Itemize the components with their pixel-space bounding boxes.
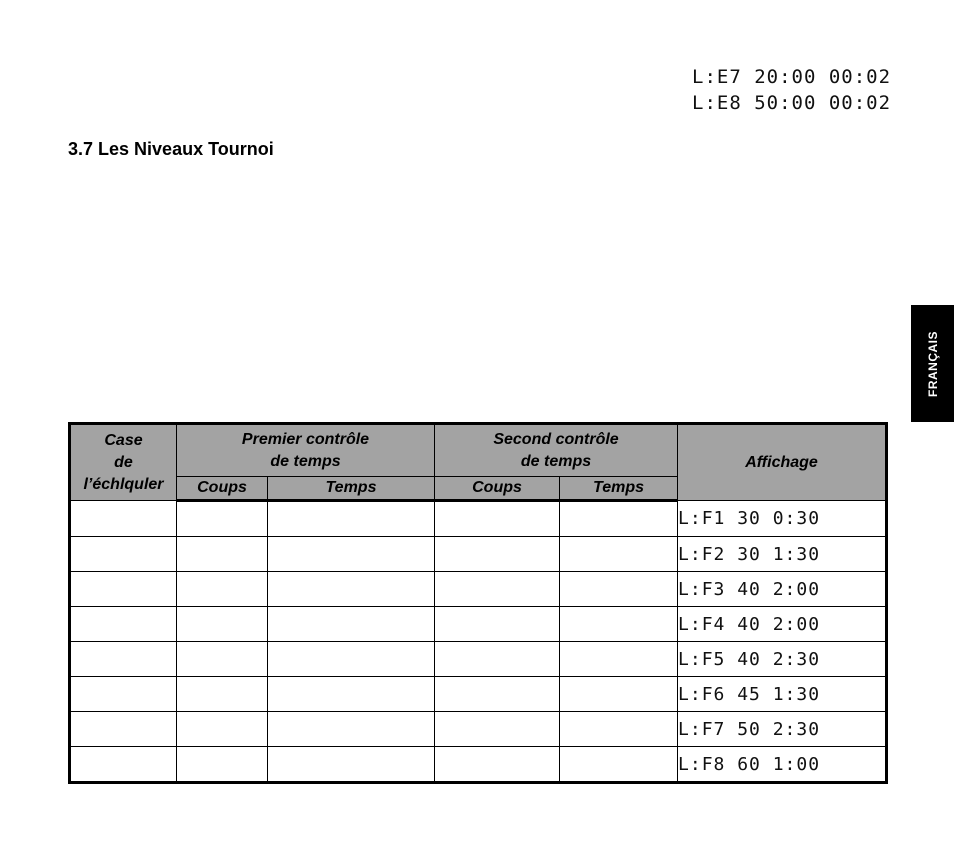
cell-premier-coups [177, 677, 268, 712]
header-premier-line-2: de temps [270, 452, 341, 470]
cell-premier-temps [268, 607, 435, 642]
cell-premier-temps [268, 642, 435, 677]
header-case-line-1: Case [104, 431, 143, 449]
affichage-value: L:F8 60 1:00 [678, 753, 821, 775]
cell-case [70, 572, 177, 607]
cell-premier-temps [268, 747, 435, 783]
header-second-line-2: de temps [520, 452, 592, 470]
header-case-line-3: l’échlquler [83, 475, 164, 493]
cell-premier-coups [177, 747, 268, 783]
header-second-coups: Coups [435, 477, 560, 501]
cell-affichage [678, 747, 887, 783]
cell-case [70, 642, 177, 677]
cell-premier-coups [177, 572, 268, 607]
cell-premier-coups [177, 642, 268, 677]
cell-affichage [678, 572, 887, 607]
cell-second-temps [560, 537, 678, 572]
header-case [70, 424, 177, 501]
header-premier-coups: Coups [177, 477, 268, 501]
language-tab-label: FRANÇAIS [925, 330, 940, 397]
cell-case [70, 537, 177, 572]
lcd-display-example-1: L:E7 20:00 00:02 [692, 66, 892, 88]
header-second-line-1: Second contrôle [493, 430, 619, 448]
table-row [70, 501, 887, 537]
language-tab [911, 305, 954, 422]
affichage-value: L:F5 40 2:30 [678, 648, 821, 670]
table-row [70, 712, 887, 747]
header-premier-temps: Temps [268, 477, 435, 501]
table-row [70, 607, 887, 642]
affichage-value: L:F1 30 0:30 [678, 508, 821, 529]
cell-second-coups [435, 501, 560, 537]
cell-premier-temps [268, 572, 435, 607]
cell-second-temps [560, 607, 678, 642]
cell-second-coups [435, 642, 560, 677]
cell-case [70, 747, 177, 783]
cell-premier-coups [177, 537, 268, 572]
cell-second-temps [560, 572, 678, 607]
cell-premier-coups [177, 501, 268, 537]
table-row [70, 642, 887, 677]
cell-case [70, 501, 177, 537]
header-premier-controle [177, 424, 435, 477]
cell-second-temps [560, 501, 678, 537]
section-title: 3.7 Les Niveaux Tournoi [68, 139, 274, 159]
cell-affichage [678, 501, 887, 537]
cell-affichage [678, 642, 887, 677]
cell-case [70, 607, 177, 642]
cell-premier-temps [268, 537, 435, 572]
cell-premier-temps [268, 677, 435, 712]
cell-second-temps [560, 747, 678, 783]
affichage-value: L:F6 45 1:30 [678, 683, 821, 705]
affichage-value: L:F7 50 2:30 [678, 718, 821, 740]
cell-affichage [678, 677, 887, 712]
cell-affichage [678, 607, 887, 642]
lcd-display-example-2: L:E8 50:00 00:02 [692, 92, 892, 114]
affichage-value: L:F4 40 2:00 [678, 613, 821, 635]
cell-second-coups [435, 747, 560, 783]
cell-premier-temps [268, 501, 435, 537]
cell-second-temps [560, 642, 678, 677]
cell-second-temps [560, 677, 678, 712]
cell-second-coups [435, 537, 560, 572]
header-second-temps: Temps [560, 477, 678, 501]
cell-second-coups [435, 572, 560, 607]
header-second-controle [435, 424, 678, 477]
tournament-levels-table [68, 422, 888, 784]
cell-second-temps [560, 712, 678, 747]
table-row [70, 677, 887, 712]
header-case-line-2: de [114, 453, 133, 471]
affichage-value: L:F3 40 2:00 [678, 578, 821, 600]
cell-premier-coups [177, 712, 268, 747]
table-row [70, 537, 887, 572]
table-row [70, 747, 887, 783]
header-affichage: Affichage [678, 424, 887, 501]
cell-case [70, 677, 177, 712]
cell-second-coups [435, 677, 560, 712]
cell-affichage [678, 712, 887, 747]
cell-second-coups [435, 712, 560, 747]
cell-affichage [678, 537, 887, 572]
table-row [70, 572, 887, 607]
cell-premier-coups [177, 607, 268, 642]
cell-second-coups [435, 607, 560, 642]
cell-case [70, 712, 177, 747]
header-premier-line-1: Premier contrôle [241, 430, 370, 448]
affichage-value: L:F2 30 1:30 [678, 543, 821, 565]
cell-premier-temps [268, 712, 435, 747]
